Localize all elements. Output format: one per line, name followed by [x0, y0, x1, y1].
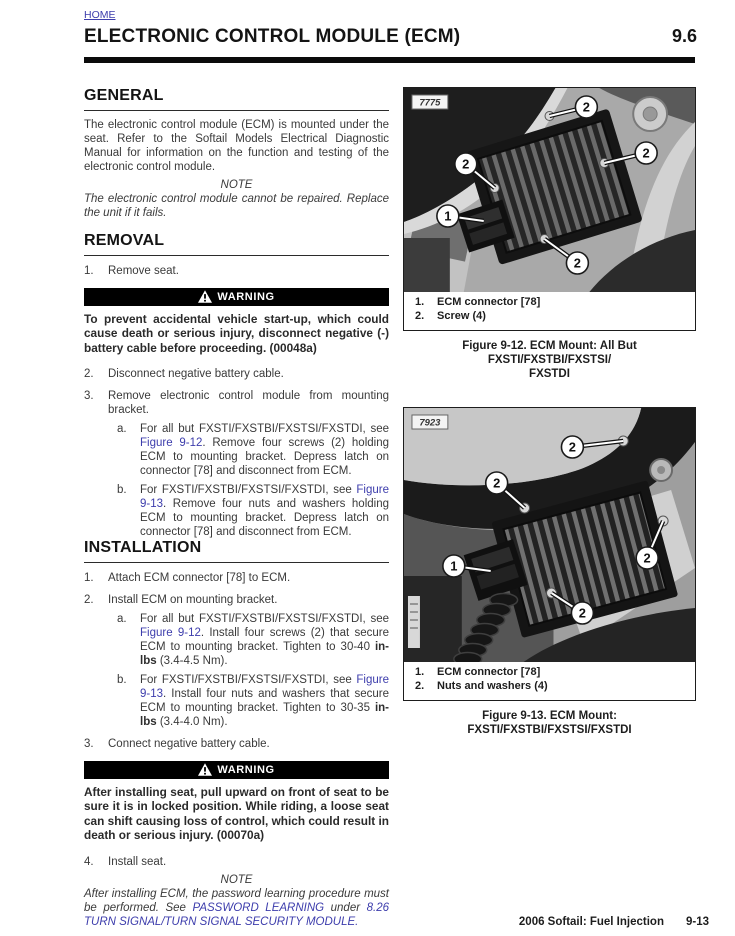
legend-row — [415, 665, 687, 679]
figure-9-12 — [403, 87, 696, 331]
step-text: Install ECM on mounting bracket. — [108, 593, 278, 606]
note-label: NOTE — [220, 179, 253, 191]
legend-number: 1. — [415, 666, 425, 678]
ecm-photo-illustration — [404, 88, 695, 292]
figure-9-12-link[interactable]: Figure 9-12 — [140, 626, 201, 639]
callout-2-bottom — [566, 252, 588, 274]
legend-label: Screw (4) — [437, 310, 486, 322]
figure-legend — [404, 292, 695, 330]
ecm-photo-illustration — [404, 408, 695, 662]
callout-2-bottom — [571, 602, 593, 624]
warning-box — [84, 761, 389, 843]
substep-text-segment: . Install four nuts and washers that secure ECM to mounting bracket. Tighten to 30-35 — [140, 687, 389, 714]
installation-heading: INSTALLATION — [84, 539, 389, 563]
step-number: 3. — [84, 737, 94, 750]
step-number: 1. — [84, 571, 94, 584]
warning-triangle-icon — [198, 763, 212, 776]
caption-line: FXSTDI — [529, 368, 570, 380]
substep-item — [117, 483, 389, 539]
callout-2-right — [636, 547, 658, 569]
warning-banner — [84, 761, 389, 779]
step-number: 2. — [84, 593, 94, 606]
step-text: Remove electronic control module from mounting bracket. — [108, 389, 389, 416]
svg-text:2: 2 — [568, 439, 577, 455]
substep-text-segment: For FXSTI/FXSTBI/FXSTSI/FXSTDI, see — [140, 673, 357, 686]
callout-2-top — [575, 96, 597, 118]
svg-text:2: 2 — [573, 255, 582, 271]
substep-item — [117, 673, 389, 729]
torque-unit-bold: in-lbs — [140, 640, 389, 667]
text-column — [84, 87, 389, 936]
page-footer — [519, 916, 709, 928]
general-heading: GENERAL — [84, 87, 389, 111]
svg-text:1: 1 — [450, 558, 458, 574]
substep-text-segment: (3.4-4.5 Nm). — [156, 654, 228, 667]
warning-box — [84, 288, 389, 356]
substep-item — [117, 422, 389, 478]
substep-text-segment: . Remove four screws (2) holding ECM to mounting bracket. Depress latch on connector [78] and disconnect from ECM. — [140, 436, 390, 477]
warning-label: WARNING — [217, 763, 275, 776]
step-number: 4. — [84, 855, 94, 868]
photo-id-tag — [412, 415, 448, 429]
figure-9-12-caption — [405, 339, 694, 381]
warning-triangle-icon — [198, 290, 212, 303]
legend-row — [415, 295, 687, 309]
svg-text:2: 2 — [582, 99, 590, 115]
warning-text: To prevent accidental vehicle start-up, which could cause death or serious injury, disconnect negative (-) battery cable before proceeding. (00048a) — [84, 311, 389, 355]
warning-text: After installing seat, pull upward on front of seat to be sure it is in locked position. While riding, a loose seat can shift causing loss of control, which could result in death or serious injury. (00070a) — [84, 784, 389, 843]
header-rule — [84, 57, 695, 63]
page-title: ELECTRONIC CONTROL MODULE (ECM) — [84, 26, 461, 47]
svg-text:2: 2 — [642, 145, 650, 161]
step-text: Disconnect negative battery cable. — [108, 367, 284, 380]
step-item — [84, 264, 389, 278]
password-learning-link[interactable]: PASSWORD LEARNING — [192, 901, 325, 914]
section-number: 9.6 — [671, 26, 697, 46]
substep-text-segment: . Install four screws (2) that secure ECM to mounting bracket. Tighten to 30-40 — [140, 626, 389, 653]
title-row — [84, 26, 697, 48]
general-paragraph: The electronic control module (ECM) is mounted under the seat. Refer to the Softail Models Electrical Diagnostic Manual for information on the function and testing of the electronic control module. — [84, 119, 389, 173]
note-text: The electronic control module cannot be repaired. Replace the unit if it fails. — [84, 193, 389, 219]
note-text — [84, 887, 389, 929]
substep-text-segment: For all but FXSTI/FXSTBI/FXSTSI/FXSTDI, see — [140, 612, 389, 625]
svg-text:2: 2 — [643, 550, 651, 566]
figure-column — [403, 87, 696, 737]
home-link[interactable]: HOME — [84, 9, 116, 21]
content-columns — [84, 87, 696, 936]
legend-number: 2. — [415, 310, 425, 322]
step-text: Install seat. — [108, 855, 167, 868]
warning-label: WARNING — [217, 290, 275, 303]
step-number: 2. — [84, 367, 94, 380]
substep-text-segment: For FXSTI/FXSTBI/FXSTSI/FXSTDI, see — [140, 483, 357, 496]
substep-text — [140, 612, 389, 668]
svg-text:7923: 7923 — [419, 417, 441, 429]
legend-number: 1. — [415, 296, 425, 308]
turn-signal-module-link[interactable]: 8.26 TURN SIGNAL/TURN SIGNAL SECURITY MODULE. — [84, 901, 389, 928]
substep-letter: b. — [117, 483, 127, 496]
legend-label: ECM connector [78] — [437, 296, 541, 308]
svg-text:2: 2 — [462, 156, 470, 172]
note-text-segment: After installing ECM, the password learning procedure must be performed. See — [84, 887, 389, 914]
figure-9-12-link[interactable]: Figure 9-12 — [140, 436, 203, 449]
substep-item — [117, 612, 389, 668]
figure-legend — [404, 662, 695, 700]
note-label: NOTE — [220, 873, 253, 886]
callout-1 — [443, 555, 465, 577]
substep-text — [140, 673, 389, 729]
figure-9-13-caption: Figure 9-13. ECM Mount: FXSTI/FXSTBI/FXSTSI/FXSTDI — [467, 710, 632, 736]
callout-2-right — [635, 142, 657, 164]
warning-banner — [84, 288, 389, 306]
caption-line: Figure 9-12. ECM Mount: All But FXSTI/FXSTBI/FXSTSI/ — [462, 340, 637, 366]
removal-heading: REMOVAL — [84, 232, 389, 256]
figure-9-13-link[interactable]: Figure 9-13 — [140, 673, 389, 700]
substep-text-segment: For all but FXSTI/FXSTBI/FXSTSI/FXSTDI, see — [140, 422, 389, 435]
legend-label: ECM connector [78] — [437, 666, 541, 678]
svg-text:2: 2 — [493, 475, 501, 491]
figure-9-13-link[interactable]: Figure 9-13 — [140, 483, 389, 510]
step-text: Attach ECM connector [78] to ECM. — [108, 571, 291, 584]
step-item — [84, 389, 389, 417]
photo-id-tag — [412, 95, 448, 109]
step-text: Remove seat. — [108, 264, 179, 277]
callout-1 — [437, 205, 459, 227]
callout-2-left — [455, 153, 477, 175]
svg-text:1: 1 — [444, 208, 452, 224]
substep-letter: b. — [117, 673, 127, 686]
torque-unit-bold: in-lbs — [140, 701, 389, 728]
step-item — [84, 571, 389, 585]
figure-9-13 — [403, 407, 696, 701]
substep-letter: a. — [117, 422, 127, 435]
substep-text — [140, 483, 389, 539]
step-number: 3. — [84, 389, 94, 402]
substep-text-segment: . Remove four nuts and washers holding ECM to mounting bracket. Depress latch on connector [78] and disconnect from ECM. — [140, 497, 389, 538]
svg-text:7775: 7775 — [419, 97, 441, 109]
substep-text-segment: (3.4-4.0 Nm). — [156, 715, 228, 728]
svg-text:2: 2 — [578, 605, 586, 621]
figure-9-13-photo — [404, 408, 695, 662]
legend-row — [415, 309, 687, 323]
figure-9-12-photo — [404, 88, 695, 292]
step-item — [84, 855, 389, 869]
legend-number: 2. — [415, 680, 425, 692]
footer-title: 2006 Softail: Fuel Injection — [518, 916, 664, 928]
footer-page-number: 9-13 — [685, 916, 709, 928]
callout-2-top — [561, 436, 583, 458]
legend-row — [415, 679, 687, 693]
step-item — [84, 593, 389, 607]
legend-label: Nuts and washers (4) — [437, 680, 548, 692]
substep-letter: a. — [117, 612, 127, 625]
note-text-segment: under — [324, 901, 367, 914]
step-item — [84, 737, 389, 751]
substep-text — [140, 422, 389, 478]
callout-2-left — [486, 472, 508, 494]
step-item — [84, 367, 389, 381]
step-text: Connect negative battery cable. — [108, 737, 270, 750]
step-number: 1. — [84, 264, 94, 277]
